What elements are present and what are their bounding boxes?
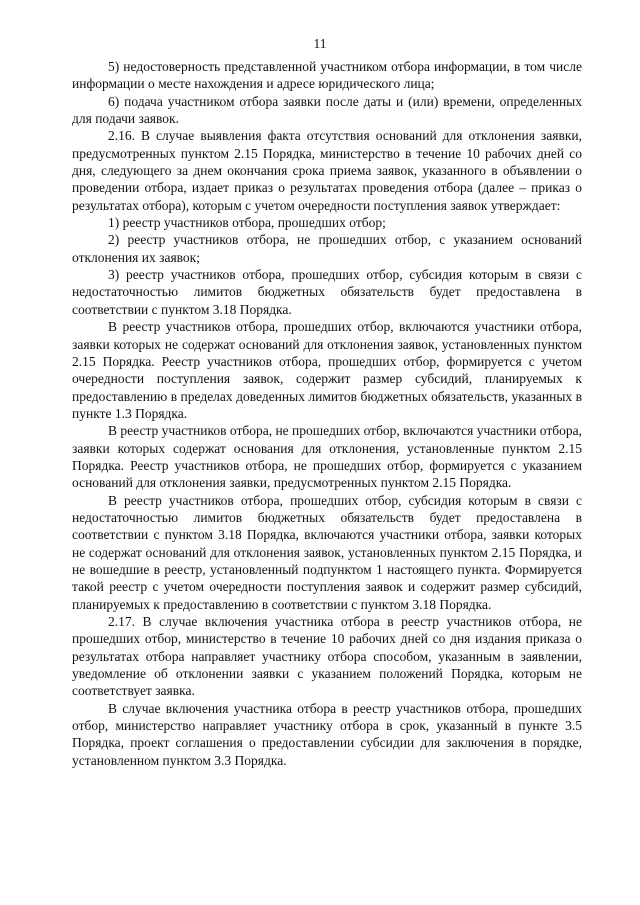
paragraph-agreement: В случае включения участника отбора в реестр участников отбора, прошедших отбор, министерство направляет участнику отбора в срок, указанный в пункте 3.5 Порядка, проект соглашения о предоставлении субсидии для заключения в порядке, установленном пунктом 3.3 Порядка.: [72, 700, 582, 768]
paragraph-not-passed-registry: В реестр участников отбора, не прошедших отбор, включаются участники отбора, заявки которых содержат основания для отклонения, установленные пунктом 2.15 Порядка. Реестр участников отбора, не прошедших отбор, формируется с указанием оснований для отклонения заявки, предусмотренных пунктом 2.15 Порядка.: [72, 423, 582, 491]
paragraph-passed-registry: В реестр участников отбора, прошедших отбор, включаются участники отбора, заявки которых не содержат оснований для отклонения заявок, установленных пунктом 2.15 Порядка. Реестр участников отбора, прошедших отбор, формируется с учетом очередности поступления заявок, содержит размер субсидий, планируемых к предоставлению в пределах доведенных лимитов бюджетных обязательств, указанных в пункте 1.3 Порядка.: [72, 319, 582, 421]
paragraph-registry-3: 3) реестр участников отбора, прошедших отбор, субсидия которым в связи с недостаточностью лимитов бюджетных обязательств будет предоставлена в соответствии с пунктом 3.18 Порядка.: [72, 267, 582, 317]
paragraph-item-6: 6) подача участником отбора заявки после даты и (или) времени, определенных для подачи заявок.: [72, 93, 582, 127]
paragraph-2-16: 2.16. В случае выявления факта отсутствия оснований для отклонения заявки, предусмотренных пунктом 2.15 Порядка, министерство в течение 10 рабочих дней со дня, следующего за днем окончания срока приема заявок, указанного в объявлении о проведении отбора, издает приказ о результатах проведения отбора (далее – приказ о результатах отбора), которым с учетом очередности поступления заявок утверждает:: [72, 128, 582, 213]
paragraph-2-17: 2.17. В случае включения участника отбора в реестр участников отбора, не прошедших отбор, министерство в течение 10 рабочих дней со дня издания приказа о результатах отбора направляет участнику отбора способом, указанным в заявлении, уведомление об отклонении заявки с указанием положений Порядка, которым не соответствует заявка.: [72, 614, 582, 699]
paragraph-registry-2: 2) реестр участников отбора, не прошедших отбор, с указанием оснований отклонения их заявок;: [72, 232, 582, 265]
paragraph-item-5: 5) недостоверность представленной участником отбора информации, в том числе информации о месте нахождения и адресе юридического лица;: [72, 59, 582, 92]
page-number: 11: [313, 36, 327, 51]
document-body: [72, 58, 582, 769]
paragraph-registry-1: 1) реестр участников отбора, прошедших отбор;: [108, 215, 386, 231]
paragraph-deferred-registry: В реестр участников отбора, прошедших отбор, субсидия которым в связи с недостаточностью лимитов бюджетных обязательств будет предоставлена в соответствии с пунктом 3.18 Порядка, включаются участники отбора, заявки которых не содержат оснований для отклонения заявок, установленных пунктом 2.15 Порядка, и не вошедшие в реестр, установленный подпунктом 1 настоящего пункта. Формируется такой реестр с учетом очередности поступления заявок и содержит размер субсидий, планируемых к предоставлению в соответствии с пунктом 3.18 Порядка.: [72, 492, 582, 612]
